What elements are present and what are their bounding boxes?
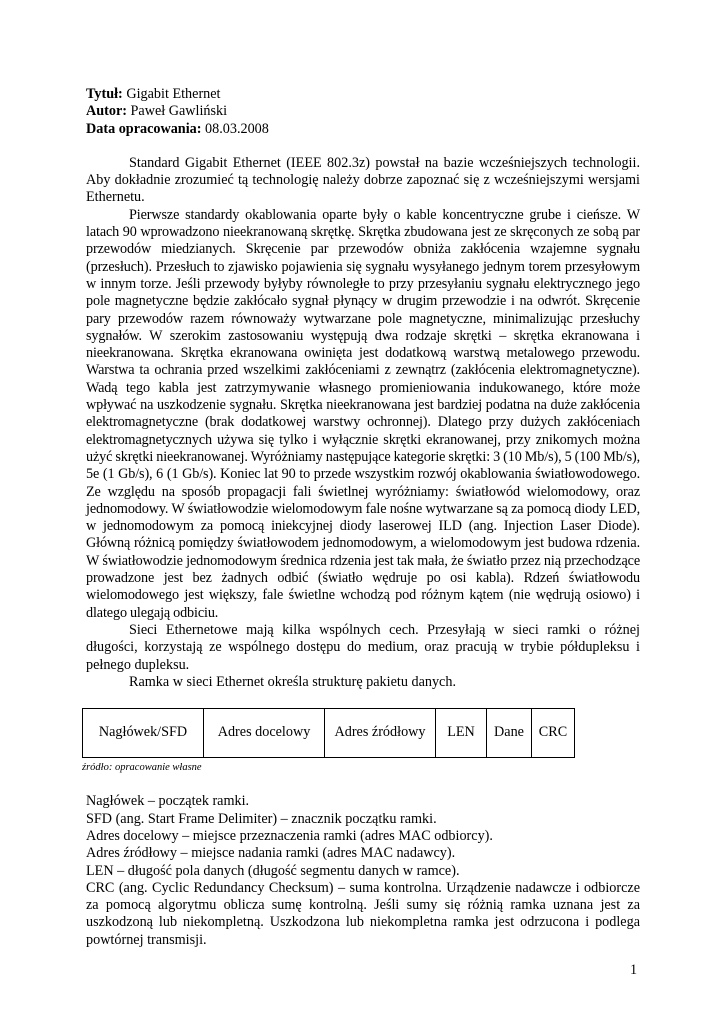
paragraph-cabling: Pierwsze standardy okablowania oparte były o kable koncentryczne grube i cieńsze. W latach 90 wprowadzono nieekranowaną skrętkę. Skrętka zbudowana jest ze skręconych ze sobą par przewodów miedzianych. Skręcenie par przewodów obniża zakłócenia wzajemne sygnału (przesłuch). Przesłuch to zjawisko pojawienia się sygnału wysyłanego jednym torem przesyłowym w innym torze. Jeśli przewody byłyby równoległe to przy przesyłaniu sygnału elektrycznego jego pole magnetyczne będzie zakłócało sygnał płynący w drugim przewodzie i na odwrót. Skręcenie pary przewodów razem równoważy wytwarzane pole magnetyczne, minimalizując przesłuchy sygnałów. W szerokim zastosowaniu występują dwa rodzaje skrętki – skrętka ekranowana i nieekranowana. Skrętka ekranowana owinięta jest dodatkową warstwą metalowego przewodu. Warstwa ta ochrania przed wszelkimi zakłóceniami z zewnątrz (zakłócenia elektromagnetyczne). Wadą tego kabla jest zatrzymywanie własnego promieniowania indukowanego, które może wpływać na uszkodzenie sygnału. Skrętka nieekranowana jest bardziej podatna na duże zakłócenia elektromagnetyczne (brak dodatkowej warstwy ochronnej). Dlatego przy dużych zakłóceniach elektromagnetycznych używa się tylko i wyłącznie skrętki ekranowanej, przy znikomych można użyć skrętki nieekranowanej. Wyróżniamy następujące kategorie skrętki: 3 (10 Mb/s), 5 (100 Mb/s), 5e (1 Gb/s), 6 (1 Gb/s). Koniec lat 90 to przede wszystkim rozwój okablowania światłowodowego. Ze względu na sposób propagacji fali świetlnej wyróżniamy: światłowód wielomodowy, oraz jednomodowy. W światłowodzie wielomodowym fale nośne wytwarzane są za pomocą diody LED, w jednomodowym za pomocą iniekcyjnej diody laserowej ILD (ang. Injection Laser Diode). Główną różnicą pomiędzy światłowodem jednomodowym, a wielomodowym jest budowa rdzenia. W światłowodzie jednomodowym średnica rdzenia jest tak mała, że światło przez nią przechodzące prowadzone jest bez żadnych odbić (światło wędruje po osi kabla). Rdzeń światłowodu wielomodowego jest większy, fale świetlne wchodzą pod różnym kątem (nie wędrują osiowo) i dlatego ulegają odbiciu. xyxy=(86,206,640,621)
table-row xyxy=(83,709,575,758)
definition-item: SFD (ang. Start Frame Delimiter) – znacznik początku ramki. xyxy=(86,810,437,827)
definition-item: Adres źródłowy – miejsce nadania ramki (adres MAC nadawcy). xyxy=(86,845,456,862)
page-number: 1 xyxy=(630,962,638,978)
frame-cell-data: Dane xyxy=(487,709,532,758)
paragraph-intro: Standard Gigabit Ethernet (IEEE 802.3z) powstał na bazie wcześniejszych technologii. Aby dokładnie zrozumieć tą technologię należy dobrze zapoznać się z wcześniejszymi wersjami Ethernetu. xyxy=(86,154,640,206)
table-source-caption: źródło: opracowanie własne xyxy=(82,762,202,774)
frame-cell-len: LEN xyxy=(436,709,487,758)
body-text xyxy=(86,155,640,691)
frame-cell-crc: CRC xyxy=(532,709,575,758)
definitions-list xyxy=(86,793,640,949)
title-line xyxy=(86,86,640,103)
definition-item: LEN – długość pola danych (długość segmentu danych w ramce). xyxy=(86,862,460,879)
frame-cell-destination: Adres docelowy xyxy=(204,709,325,758)
definition-item: Nagłówek – początek ramki. xyxy=(86,793,250,810)
paragraph-frame-intro: Ramka w sieci Ethernet określa strukturę pakietu danych. xyxy=(129,673,456,690)
frame-cell-header-sfd: Nagłówek/SFD xyxy=(83,709,204,758)
definition-item: CRC (ang. Cyclic Redundancy Checksum) – suma kontrolna. Urządzenie nadawcze i odbiorcze za pomocą algorytmu oblicza sumę kontrolną. Jeśli sumy się różnią ramka uznana jest za uszkodzoną lub niekompletną. Uszkodzona lub niekompletna ramka jest odrzucona i podlega powtórnej transmisji. xyxy=(86,879,640,948)
date-label: Data opracowania: xyxy=(86,120,202,137)
frame-cell-source: Adres źródłowy xyxy=(325,709,436,758)
author-line xyxy=(86,103,640,120)
ethernet-frame-table xyxy=(82,708,575,758)
date-value: 08.03.2008 xyxy=(205,120,269,137)
date-line xyxy=(86,121,640,138)
author-label: Autor: xyxy=(86,103,127,120)
definition-item: Adres docelowy – miejsce przeznaczenia ramki (adres MAC odbiorcy). xyxy=(86,827,493,844)
author-value: Paweł Gawliński xyxy=(130,103,228,120)
document-page xyxy=(82,86,640,949)
title-value: Gigabit Ethernet xyxy=(126,86,221,102)
paragraph-ethernet-features: Sieci Ethernetowe mają kilka wspólnych cech. Przesyłają w sieci ramki o różnej długości, korzystają ze wspólnego dostępu do medium, oraz pracują w trybie półdupleksu i pełnego dupleksu. xyxy=(86,621,640,673)
title-label: Tytuł: xyxy=(86,86,123,102)
